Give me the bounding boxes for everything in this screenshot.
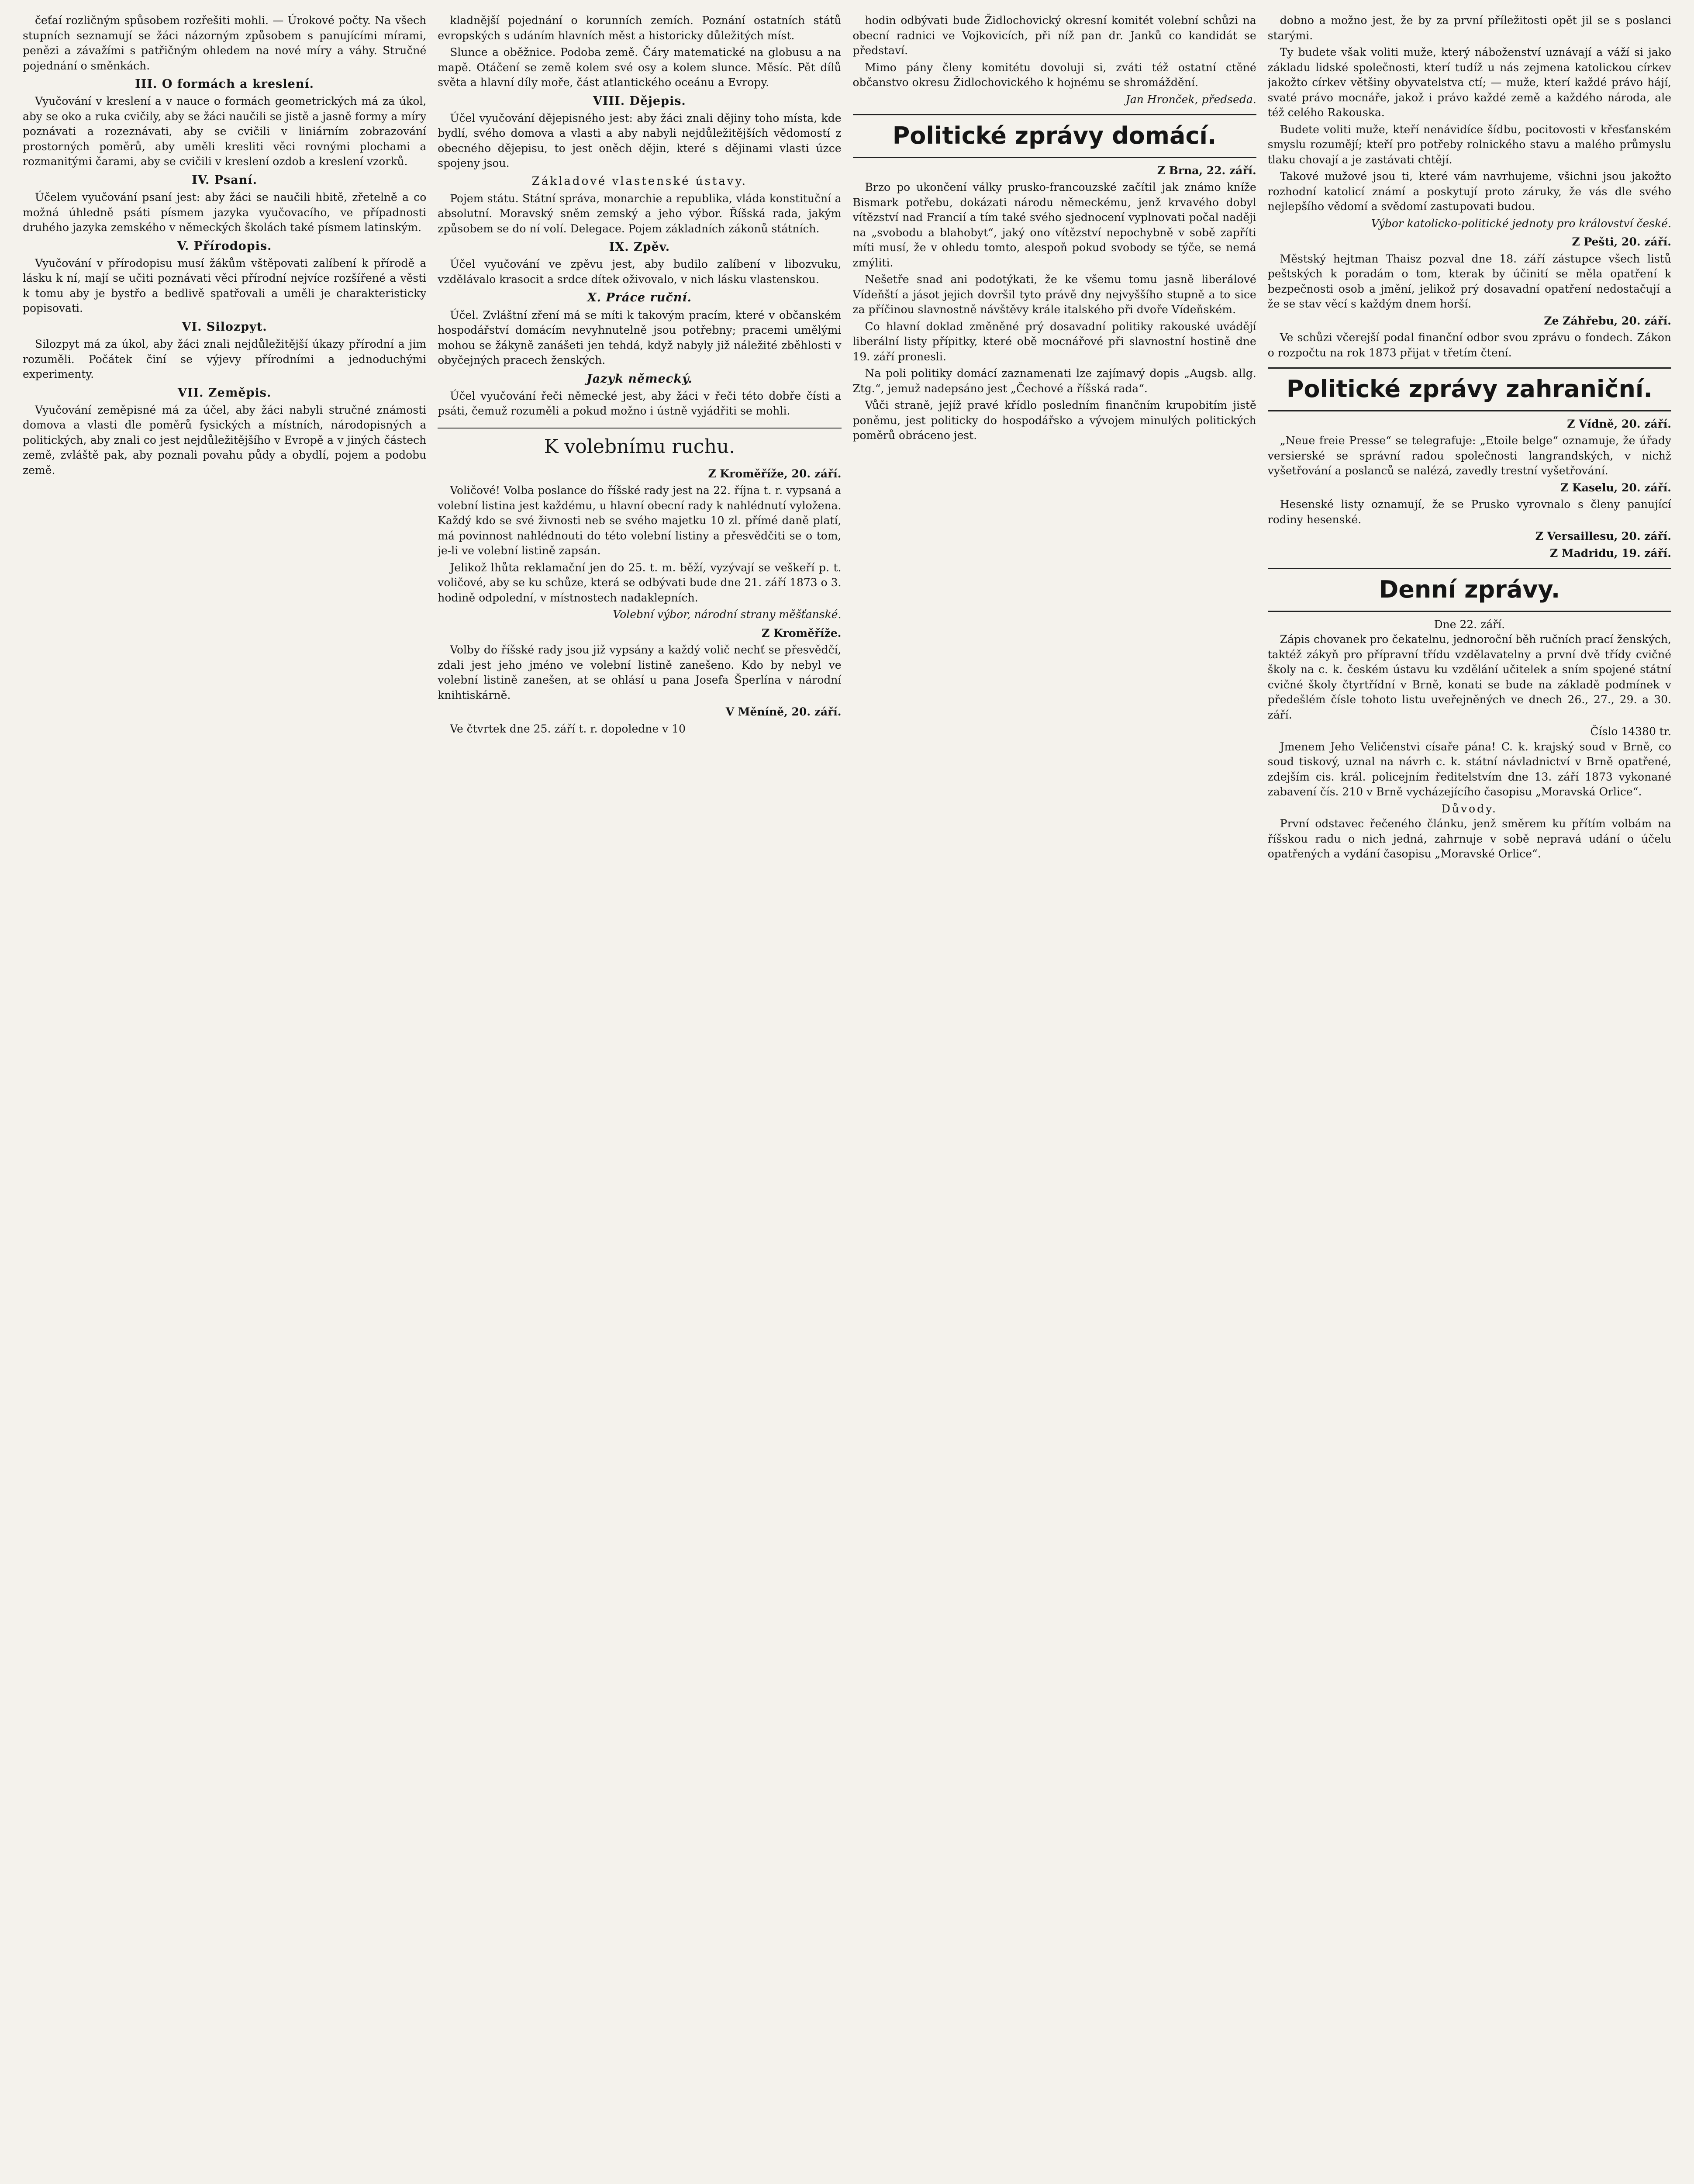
dateline: Z Vídně, 20. září. [1567,417,1671,430]
section-title-foreign-politics: Politické zprávy zahraniční. [1268,367,1671,411]
paragraph: Účel. Zvláštní zření má se míti k takovým pracím, které v občanském hospodářství domácím nevyhnutelně jsou potřebny; pracemi umělými mohou se žákyně zanášeti jen tehdá, když nabyly již náležité zběhlosti v obyčejných pracech ženských. [438,308,842,367]
paragraph: dobno a možno jest, že by za první příležitosti opět jil se s poslanci starými. [1267,14,1671,42]
section-heading: VII. Zeměpis. [177,386,272,400]
paragraph: Pojem státu. Státní správa, monarchie a republika, vláda konstituční a absolutní. Moravský sněm zemský a jeho výbor. Říšská rada, jakým způsobem se do ní volí. Delegace. Pojem základních zákonů státních. [438,192,842,235]
section-heading: Základové vlastenské ústavy. [531,174,747,188]
reference-number: Číslo 14380 tr. [1590,725,1671,738]
paragraph: Ty budete však voliti muže, který náboženství uznávají a váží si jako základu lidské společnosti, kterí tudíž u nás zejmena katolickou církev jakožto církev většiny obyvatelstva ctí; — muže, kterí každé právo hájí, svaté právo mocnáře, jakož i právo každé země a každého národa, ale též celého Rakouska. [1267,46,1671,119]
paragraph: Na poli politiky domácí zaznamenati lze zajímavý dopis „Augsb. allg. Ztg.“, jemuž nadepsáno jest „Čechové a říšská rada“. [852,367,1256,395]
column-1 [23,13,426,2184]
section-heading: IX. Zpěv. [609,240,670,254]
column-3 [853,13,1256,2184]
section-heading: X. Práce ruční. [587,291,692,305]
paragraph: Městský hejtman Thaisz pozval dne 18. září zástupce všech listů peštských k poradám o tom, kterak by účinití se měla opatření k bezpečnosti osob a jmění, jelikož prý dosavadní opatření nedostačují a že se stav věcí s každým dnem horší. [1267,252,1671,310]
paragraph: Voličové! Volba poslance do říšské rady jest na 22. října t. r. vypsaná a volební listina jest každému, u hlavní obecní rady k nahlédnutí vyložena. Každý kdo se své živnosti neb se svého majetku 10 zl. přímé daně platí, má povinnost nahlédnouti do této volební listiny a přesvědčiti se o tom, je-li ve volební listině zapsán. [438,484,842,557]
section-heading: IV. Psaní. [192,173,258,187]
paragraph: Jmenem Jeho Veličenstvi císaře pána! C. k. krajský soud v Brně, co soud tiskový, uznal na návrh c. k. státní návladnictví v Brně opatřené, zdejším cis. král. policejním ředitelstvím dne 13. září 1873 vykonané zabavení čís. 210 v Brně vycházejícího časopisu „Moravská Orlice“. [1267,740,1671,798]
paragraph: Ve čtvrtek dne 25. září t. r. dopoledne v 10 [450,722,686,735]
dateline: Z Kaselu, 20. září. [1560,481,1671,494]
section-heading: Jazyk německý. [586,372,693,386]
signature: Výbor katolicko-politické jednoty pro království české. [1371,217,1671,230]
section-heading: III. O formách a kreslení. [135,77,314,91]
paragraph: Hesenské listy oznamují, že se Prusko vyrovnalo s členy panující rodiny hesenské. [1267,498,1671,526]
paragraph: Vyučování v kreslení a v nauce o formách geometrických má za úkol, aby se oko a ruka cvičily, aby se žáci naučili se jistě a jasně formy a míry poznávati a rozeznávati, aby se cvičili v liniárním zobrazování prostorných poměrů, aby uměli kresliti věci rovnými plochami a rozmanitými čarami, aby se cvičili v kreslení ozdob a kreslení vzorků. [23,95,427,168]
paragraph: Vyučování zeměpisné má za účel, aby žáci nabyli stručné známosti domova a vlasti dle poměrů fysických a místních, národopisných a politických, aby znali co jest nejdůležitějšího v Evropě a v jiných částech země, zvláště pak, aby poznali povahu půdy a obydlí, pojem a podobu země. [23,403,427,477]
dateline: V Měníně, 20. září. [725,705,842,719]
paragraph: Budete voliti muže, kteří nenávidíce šídbu, pocitovosti v křesťanském smyslu rozumějí; kteří pro potřeby rolnického stavu a malého průmyslu tlaku chovají a je zastávati chtějí. [1267,123,1671,166]
section-heading: VIII. Dějepis. [593,94,686,108]
signature: Jan Hronček, předseda. [1125,93,1256,106]
paragraph: čeťaí rozličným spůsobem rozřešiti mohli. — Úrokové počty. Na všech stupních seznamují se žáci názorným způsobem s panujícími mírami, penězi a závažími s patřičným ohledem na nové míry a váhy. Stručné pojednání o směnkách. [23,14,427,72]
paragraph: Volby do říšské rady jsou již vypsány a každý volič nechť se přesvědčí, zdali jest jeho jméno ve volební listině zanešeno. Kdo by nebyl ve volební listině zanešen, at se ohlásí u pana Josefa Šperlína v národní knihtiskárně. [438,643,842,702]
paragraph: Účel vyučování dějepisného jest: aby žáci znali dějiny toho místa, kde bydlí, svého domova a vlasti a aby nabyli nejdůležitějších vědomostí z obecného dějepisu, to jest oněch dějin, které s dějinami vlasti úzce spojeny jsou. [438,111,842,170]
paragraph: hodin odbývati bude Židlochovický okresní komitét volební schůzi na obecní radnici ve Vojkovicích, při níž pan dr. Janků co kandidát se představí. [852,14,1256,57]
paragraph: První odstavec řečeného článku, jenž směrem ku přítím volbám na říšskou radu o nich jedná, zahrnuje v sobě nepravá udání o účelu opatřených a vydání časopisu „Moravské Orlice“. [1267,817,1671,860]
dateline: Z Pešti, 20. září. [1572,235,1671,248]
column-2 [438,13,841,2184]
paragraph: Ve schůzi včerejší podal finanční odbor svou zprávu o fondech. Zákon o rozpočtu na rok 1873 přijat v třetím čtení. [1267,331,1671,359]
date-line: Dne 22. září. [1434,618,1505,631]
dateline: Z Madridu, 19. září. [1549,546,1671,560]
paragraph: Co hlavní doklad změněné prý dosavadní politiky rakouské uvádějí liberální listy přípitky, které obě mocnářové při slavnostní hostině dne 19. září pronesli. [852,320,1256,363]
paragraph: Nešetře snad ani podotýkati, že ke všemu tomu jasně liberálové Vídeňští a jásot jejich dovršil tyto právě dny nejvyššího stupně a to sice za příčinou slavnostně návštěvy krále italského při dvoře Vídeňském. [852,273,1256,316]
paragraph: Účelem vyučování psaní jest: aby žáci se naučili hbitě, zřetelně a co možná úhledně psáti písmem jazyka vyučovacího, ve případnosti druhého jazyka zemského v německých školách také písmem latinským. [23,191,427,234]
reasons-heading: Důvody. [1441,802,1497,815]
paragraph: Vůči straně, jejíž pravé křídlo posledním finančním krupobitím jistě poněmu, jest politicky do hospodářsko a vývojem minulých politických poměrů obráceno jest. [852,399,1256,442]
section-title-daily-news: Denní zprávy. [1268,568,1671,612]
paragraph: kladnější pojednání o korunních zemích. Poznání ostatních států evropských s udáním hlavních měst a historicky důležitých míst. [438,14,842,42]
dateline: Z Versaillesu, 20. září. [1535,530,1671,543]
paragraph: Zápis chovanek pro čekatelnu, jednoroční běh ručních prací ženských, taktéž zákyň pro přípravní třídu vzdělavatelny a první dvě třídy cvičné školy na c. k. českém ústavu ku vzdělání učitelek a sním spojené státní cvičné školy čtyrtřídní v Brně, konati se bude na základě podmínek v předešlém čísle tohoto listu uveřejněných ve dnech 26., 27., 29. a 30. září. [1267,633,1671,721]
signature: Volební výbor, národní strany měšťanské. [613,608,842,621]
paragraph: Brzo po ukončení války prusko-francouzské začítil jak známo kníže Bismark potřebu, dokázati národu německému, jenž krvavého dobyl vítězství nad Francií a tím také svého sjednocení vyplnovati počal naději na „svobodu a blahobyt“, jaký ono vítězství nepochybně v sobě zapříti míti musí, že v ohledu tomto, alespoň pokud svobody se týče, se nemá zmýliti. [852,181,1256,269]
paragraph: Vyučování v přírodopisu musí žákům vštěpovati zalíbení k přírodě a lásku k ní, mají se učiti poznávati věci přírodní nejvíce rozšířené a věsti k tomu aby je bystřo a bedlivě spatřovali a uměli je charakteristicky popisovati. [23,256,427,315]
section-heading: V. Přírodopis. [177,239,272,253]
section-title-domestic-politics: Politické zprávy domácí. [853,114,1256,158]
paragraph: Slunce a oběžnice. Podoba země. Čáry matematické na globusu a na mapě. Otáčení se země kolem své osy a kolem slunce. Měsíc. Pět dílů světa a hlavní díly moře, část atlantického oceánu a Evropy. [438,46,842,89]
dateline: Ze Záhřebu, 20. září. [1544,314,1671,327]
paragraph: Účel vyučování ve zpěvu jest, aby budilo zalíbení v libozvuku, vzdělávalo krasocit a srdce dítek oživovalo, v nich lásku vlastenskou. [438,258,842,286]
section-heading: VI. Silozpyt. [182,320,267,334]
dateline: Z Kroměříže, 20. září. [708,467,842,480]
paragraph: Takové mužové jsou ti, které vám navrhujeme, všichni jsou jakožto rozhodní katolicí známí a poskytují proto záruky, že vás dle svého nejlepšího vědomí a svědomí zastupovati budou. [1267,170,1671,213]
dateline: Z Kroměříže. [762,626,842,639]
paragraph: Jelikož lhůta reklamační jen do 25. t. m. běží, vyzývají se veškeří p. t. voličové, aby se ku schůze, která se odbývati bude dne 21. září 1873 o 3. hodině odpolední, v místnostech nadaklepních. [438,561,842,604]
paragraph: Silozpyt má za úkol, aby žáci znali nejdůležitější úkazy přírodní a jim rozuměli. Počátek činí se výjevy přírodními a jednoduchými experimenty. [23,338,427,380]
column-4 [1268,13,1671,2184]
section-title-election: K volebnímu ruchu. [438,428,841,460]
paragraph: „Neue freie Presse“ se telegrafuje: „Etoile belge“ oznamuje, že úřady versierské se správní radou společnosti langrandských, v nichž vyšetřování a poslanců se nalézá, zavedly trestní vyšetřování. [1267,434,1671,477]
paragraph: Mimo pány členy komitétu dovoluji si, zváti též ostatní ctěné občanstvo okresu Židlochovického k hojnému se shromáždění. [852,61,1256,89]
paragraph: Účel vyučování řeči německé jest, aby žáci v řeči této dobře čísti a psáti, čemuž rozuměli a pokud možno i ústně vyjádřiti se mohli. [438,389,842,418]
dateline: Z Brna, 22. září. [1157,164,1256,177]
